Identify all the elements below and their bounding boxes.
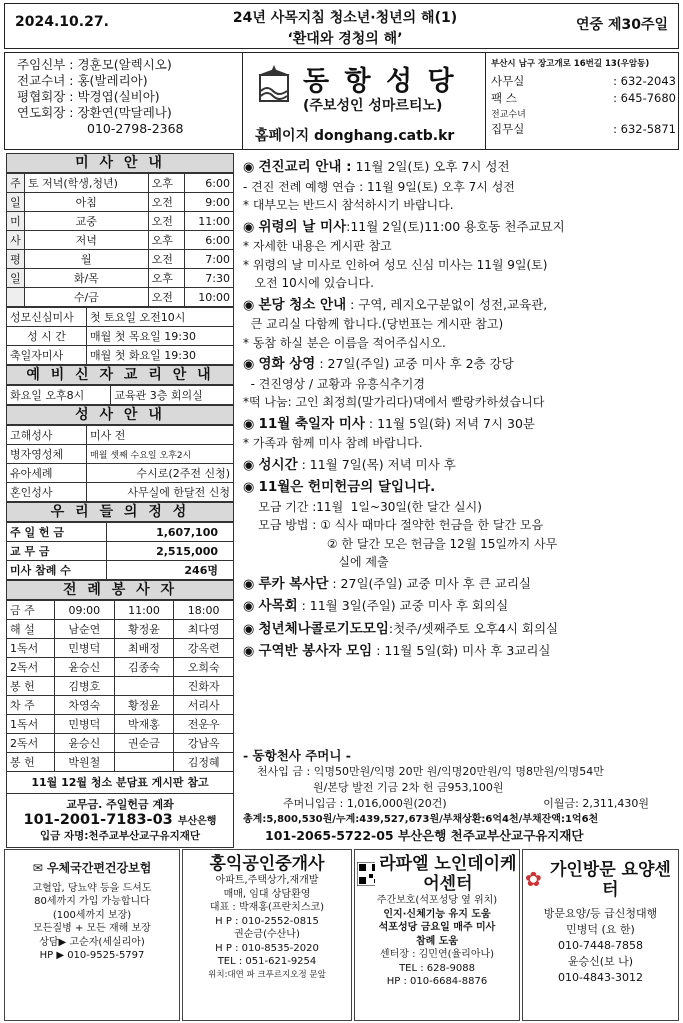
notice-text: : 27일(주일) 교중 미사 후 2층 강당: [315, 356, 514, 371]
sacrament-label: 고해성사: [7, 426, 87, 445]
catechumen-place: 교육관 3층 회의실: [111, 386, 234, 405]
ad-line: 방문요양/등 급신청대행: [543, 907, 658, 920]
donation-title: - 동항천사 주머니 -: [243, 748, 351, 763]
header: [4, 3, 679, 49]
mass-ampm: 오전: [148, 212, 184, 231]
ad-line: 석포성당 금요일 매주 미사: [378, 922, 496, 933]
office-phone: : 632-2043: [613, 74, 676, 88]
table-row: [7, 327, 234, 346]
notice-line: [243, 393, 679, 412]
server-cell: 최배정: [114, 639, 174, 658]
table-row: [7, 542, 234, 561]
notice-text: 11월 2일(토) 오후 7시 성전: [351, 159, 510, 174]
nun-label: 전교수녀: [491, 110, 526, 120]
table-row: [7, 639, 234, 658]
servers-title: 전 례 봉 사 자: [6, 580, 234, 600]
mass-time: 7:00: [184, 250, 233, 269]
catechumen-time: 화요일 오후8시: [7, 386, 111, 405]
bullet-icon: ◉: [243, 576, 259, 592]
mass-time: 11:00: [184, 212, 233, 231]
role: 전교수녀: [17, 73, 66, 88]
catechumen-table: [6, 385, 234, 405]
finance-label: 교 무 금: [7, 542, 107, 561]
server-cell: 황정윤: [114, 696, 174, 715]
notice-text: :11월 2일(토)11:00 용호동 천주교묘지: [346, 218, 565, 234]
notice-title: 11월 축일자 미사: [258, 415, 365, 432]
mass-ampm: 오전: [148, 193, 184, 212]
mass-time: 6:00: [184, 231, 233, 250]
table-row: [7, 601, 234, 620]
donation-bank: 부산은행: [398, 828, 447, 843]
patron-saint: (주보성인 성마르티노): [303, 98, 443, 114]
ad-line: 010-7448-7858: [558, 939, 643, 952]
mass-ampm: 오후: [148, 269, 184, 288]
special-value: 매월 첫 화요일 19:30: [87, 346, 234, 365]
server-cell: 박재홍: [114, 715, 174, 734]
donation-section: [243, 748, 679, 844]
office-label: 사무실: [491, 74, 525, 88]
church-logo-icon: [255, 63, 293, 103]
ad-line: 참례 도움: [415, 935, 459, 947]
notice-text: 실에 제출: [243, 555, 389, 569]
role: 주임신부: [17, 57, 66, 72]
notice-title: 루카 복사단: [258, 575, 329, 592]
sacrament-value: 수시로(2주전 신청): [87, 464, 234, 483]
qr-code-icon: [357, 862, 375, 886]
table-row: [7, 696, 234, 715]
notice-text: * 위령의 날 미사로 인하여 성모 신심 미사는 11월 9일(토): [243, 257, 548, 272]
notice-text: : 11월 5일(화) 저녁 7시 30분: [364, 415, 535, 431]
mass-time: 7:30: [184, 269, 233, 288]
pastor-phone: 010-2798-2368: [87, 121, 184, 136]
ad-title: ✉ 우체국간편건강보험: [32, 861, 152, 875]
church-name-block: [242, 53, 486, 149]
table-row: [7, 346, 234, 365]
notice-line: [243, 575, 679, 595]
liturgical-week: 연중 제30주일: [576, 17, 668, 33]
server-cell: 전운우: [174, 715, 234, 734]
notice-line: [243, 178, 679, 197]
mass-title: 미 사 안 내: [6, 153, 234, 173]
sacrament-value: 매월 셋째 수요일 오후2시: [87, 445, 234, 464]
mass-day: 토 저녁(학생,청년): [25, 174, 149, 193]
donation-holder: 천주교부산교구유지재단: [450, 828, 584, 843]
notice-title: 견진교리 안내 :: [258, 159, 352, 175]
notice-text: - 견진 전례 예행 연습 : 11월 9일(토) 오후 7시 성전: [243, 179, 515, 194]
bullet-icon: ◉: [243, 457, 259, 473]
notice-line: [243, 355, 679, 375]
notice-text: * 대부모는 반드시 참석하시기 바랍니다.: [243, 198, 454, 212]
server-cell: 김종숙: [114, 658, 174, 677]
notice-line: [243, 274, 679, 293]
notice-line: [243, 296, 679, 316]
notice-text: *떡 나눔: 고인 최정희(말가리다)댁에서 빨랑카하셨습니다: [243, 395, 545, 409]
ad-line: H P : 010-2552-0815: [215, 915, 319, 927]
ad-line: TEL : 628-9088: [399, 962, 475, 974]
notice-title: 사목회: [258, 598, 298, 614]
ad-line: 매매, 임대 상담환영: [223, 888, 311, 900]
server-cell: 진화자: [174, 677, 234, 696]
finance-label: 주 일 헌 금: [7, 523, 107, 542]
bullet-icon: ◉: [243, 621, 259, 637]
table-row: [7, 386, 234, 405]
table-row: [7, 445, 234, 464]
notice-line: [243, 237, 679, 256]
role: 평협회장: [17, 89, 66, 104]
server-cell: [114, 677, 174, 696]
donation-account: 101-2065-5722-05: [265, 828, 394, 843]
server-cell: 해 설: [7, 620, 55, 639]
sacrament-value: 사무실에 한달전 신청: [87, 483, 234, 502]
fax-label: 팩 스: [491, 91, 517, 105]
servers-table: [6, 600, 234, 772]
notice-line: [243, 498, 679, 517]
church-info: [4, 52, 679, 150]
table-row: [7, 212, 234, 231]
table-row: [7, 715, 234, 734]
donation-total: 총계:5,800,530원/누계:439,527,673원/부채상환:6억4천/부채잔액:1억6천: [243, 814, 599, 825]
notice-line: [243, 535, 679, 554]
server-cell: 강옥련: [174, 639, 234, 658]
ad-line: 센터장 : 김민연(율리아나): [379, 949, 495, 960]
special-value: 첫 토요일 오전10시: [87, 308, 234, 327]
server-cell: 김정혜: [174, 753, 234, 772]
server-cell: 봉 헌: [7, 677, 55, 696]
table-row: [7, 677, 234, 696]
mass-day: 저녁: [25, 231, 149, 250]
ad-title: 라파엘 노인데이케어센터: [379, 854, 517, 894]
table-row: [7, 561, 234, 580]
special-label: 성모신심미사: [7, 308, 87, 327]
cleaning-note: 11월 12월 청소 분담표 게시판 참고: [6, 772, 234, 794]
table-row: [7, 426, 234, 445]
notice-text: : 27일(주일) 교중 미사 후 큰 교리실: [328, 575, 531, 591]
sacrament-label: 유아세례: [7, 464, 87, 483]
server-cell: 민병덕: [55, 715, 115, 734]
ad-title: 홍익공인중개사: [209, 854, 325, 874]
table-row: [7, 658, 234, 677]
account-box: [6, 794, 234, 848]
ad-line: 010-4843-3012: [558, 971, 643, 984]
notice-line: [243, 334, 679, 353]
table-row: [7, 250, 234, 269]
table-row: [7, 193, 234, 212]
table-row: [7, 734, 234, 753]
ad-title: 가인방문 요양센터: [549, 860, 671, 900]
ad-line: 상담▶ 고순자(세실리아): [39, 936, 145, 948]
table-row: [7, 464, 234, 483]
post-office-icon: ✉: [32, 861, 43, 875]
nun-office-label: 집무실: [491, 122, 525, 136]
server-cell: 박원철: [55, 753, 115, 772]
notice-line: [243, 478, 679, 498]
notice-title: 11월은 헌미헌금의 달입니다.: [258, 479, 436, 495]
notice-text: : 11월 3일(주일) 교중 미사 후 회의실: [297, 598, 509, 613]
mass-day: 수/금: [25, 288, 149, 307]
account-label: 교무금. 주일헌금 계좌: [66, 798, 174, 811]
table-row: [7, 753, 234, 772]
ad-daycare: [354, 849, 520, 1021]
notice-title: 위령의 날 미사: [258, 218, 347, 235]
server-cell: 남순연: [55, 620, 115, 639]
notice-title: 청년체나콜로기도모임: [258, 620, 389, 637]
sacrament-label: 혼인성사: [7, 483, 87, 502]
sacrament-title: 성 사 안 내: [6, 405, 234, 425]
notice-line: [243, 315, 679, 334]
side-label: 일: [7, 269, 25, 288]
server-cell: 차영숙: [55, 696, 115, 715]
notice-line: [243, 516, 679, 535]
account-bank: 부산은행: [177, 816, 217, 827]
notice-text: : 11월 7일(목) 저녁 미사 후: [297, 456, 456, 472]
server-cell: 오희숙: [174, 658, 234, 677]
ad-line: 인지·신체기능 유지 도움: [383, 908, 491, 920]
person: : 박경엽(실비아): [69, 89, 160, 104]
church-name: 동 항 성 당: [303, 66, 457, 97]
notice-title: 본당 청소 안내: [258, 296, 347, 313]
sacrament-label: 병자영성체: [7, 445, 87, 464]
notice-title: 영화 상영: [258, 356, 316, 372]
ad-homecare: [522, 849, 679, 1021]
bullet-icon: ◉: [243, 480, 259, 495]
ad-line: TEL : 051-621-9254: [217, 956, 317, 967]
person: : 장환연(막달레나): [69, 105, 172, 120]
notice-text: 모금 방법 : ① 식사 때마다 절약한 헌금을 한 달간 모음: [243, 518, 544, 532]
homepage: 홈페이지 donghang.catb.kr: [255, 128, 455, 144]
notice-line: [243, 158, 679, 178]
mass-day: 월: [25, 250, 149, 269]
notice-line: [243, 256, 679, 275]
table-row: [7, 308, 234, 327]
theme-line-1: 24년 사목지침 청소년·청년의 해(1): [232, 10, 458, 26]
finance-value: 2,515,000: [107, 542, 234, 561]
mass-ampm: 오후: [148, 231, 184, 250]
ad-line: HP ▶ 010-9525-5797: [39, 950, 145, 961]
bullet-icon: ◉: [243, 599, 259, 614]
table-row: [7, 620, 234, 639]
table-row: [7, 483, 234, 502]
notice-text: : 구역, 레지오구분없이 성전,교육관,: [346, 296, 548, 312]
ad-line: 80세까지 가입 가능합니다: [34, 896, 150, 907]
server-cell: 황정윤: [114, 620, 174, 639]
notice-line: [243, 375, 679, 394]
notice-line: [243, 456, 679, 476]
bullet-icon: ◉: [243, 644, 259, 659]
nun-phone: : 632-5871: [613, 122, 676, 136]
notice-text: * 가족과 함께 미사 참례 바랍니다.: [243, 436, 423, 450]
server-cell: 최다영: [174, 620, 234, 639]
person: : 경훈모(알렉시오): [69, 57, 172, 72]
bullet-icon: ◉: [243, 357, 259, 372]
notice-line: [243, 620, 679, 640]
sacrament-value: 미사 전: [87, 426, 234, 445]
server-cell: 김병호: [55, 677, 115, 696]
side-label: 미: [7, 212, 25, 231]
server-cell: 강남옥: [174, 734, 234, 753]
mass-day: 화/목: [25, 269, 149, 288]
mass-ampm: 오후: [148, 174, 184, 193]
ad-line: 윤승신(보 나): [567, 955, 634, 968]
person: : 홍(발레리아): [69, 73, 148, 88]
finance-value: 246명: [107, 561, 234, 580]
bullet-icon: ◉: [243, 160, 259, 175]
mass-schedule-table: [6, 173, 234, 307]
flower-icon: ✿: [525, 867, 542, 892]
finance-table: [6, 522, 234, 580]
notice-text: 오전 10시에 있습니다.: [243, 276, 374, 290]
finance-label: 미사 참례 수: [7, 561, 107, 580]
mass-ampm: 오전: [148, 250, 184, 269]
special-label: 축일자미사: [7, 346, 87, 365]
notice-title: 성시간: [258, 456, 298, 473]
server-cell: 18:00: [174, 601, 234, 620]
server-cell: 윤승신: [55, 734, 115, 753]
notice-line: [243, 597, 679, 617]
server-cell: 권순금: [114, 734, 174, 753]
side-label: 평: [7, 250, 25, 269]
table-row: [7, 523, 234, 542]
ad-line: 위치:대연 파 크푸르지오정 문앞: [208, 969, 326, 980]
left-column: [6, 153, 234, 848]
server-cell: 봉 헌: [7, 753, 55, 772]
table-row: [7, 269, 234, 288]
server-cell: 차 주: [7, 696, 55, 715]
mass-time: 9:00: [184, 193, 233, 212]
notice-text: :첫주/셋째주토 오후4시 회의실: [388, 620, 559, 636]
mass-day: 아침: [25, 193, 149, 212]
server-cell: 09:00: [55, 601, 115, 620]
server-cell: 1독서: [7, 639, 55, 658]
role: 연도회장: [17, 105, 66, 120]
notice-line: [243, 415, 679, 435]
side-label: 주: [7, 174, 25, 193]
server-cell: 1독서: [7, 715, 55, 734]
notice-line: [243, 218, 679, 238]
notice-line: [243, 642, 679, 662]
mass-day: 교중: [25, 212, 149, 231]
notice-text: * 자세한 내용은 게시판 참고: [243, 239, 392, 253]
donation-carryover: 이월금: 2,311,430원: [543, 797, 649, 810]
table-row: [7, 174, 234, 193]
side-label: 일: [7, 193, 25, 212]
bullet-icon: ◉: [243, 416, 259, 432]
ad-line: (100세까지 보장): [52, 909, 132, 921]
mass-time: 6:00: [184, 174, 233, 193]
bullet-icon: ◉: [243, 297, 259, 313]
mass-time: 10:00: [184, 288, 233, 307]
server-cell: 2독서: [7, 734, 55, 753]
server-cell: 11:00: [114, 601, 174, 620]
ad-insurance: [4, 849, 180, 1021]
notice-text: * 동참 하실 분은 이름을 적어주십시오.: [243, 335, 446, 350]
account-holder: 입금 자명:천주교부산교구유지재단: [40, 830, 200, 842]
catechumen-title: 예 비 신 자 교 리 안 내: [6, 365, 234, 385]
notice-text: - 견진영상 / 교황과 유흥식추기경: [243, 376, 425, 391]
notice-text: : 11월 5일(화) 미사 후 3교리실: [372, 643, 551, 658]
mass-ampm: 오전: [148, 288, 184, 307]
finance-value: 1,607,100: [107, 523, 234, 542]
ad-line: 주간보호(석포성당 옆 위치): [376, 895, 498, 906]
server-cell: [114, 753, 174, 772]
ad-line: 대표 : 박재홍(프란치스코): [209, 902, 325, 913]
server-cell: 민병덕: [55, 639, 115, 658]
notice-line: [243, 196, 679, 215]
server-cell: 2독서: [7, 658, 55, 677]
special-mass-table: [6, 307, 234, 365]
theme-line-2: ‘환대와 경청의 해’: [287, 31, 403, 47]
notices-column: [243, 155, 679, 662]
notice-text: ② 한 달간 모은 헌금을 12월 15일까지 사무: [243, 536, 558, 551]
account-number: 101-2001-7183-03: [23, 812, 173, 828]
bulletin-date: 2024.10.27.: [15, 14, 109, 30]
finance-title: 우 리 들 의 정 성: [6, 502, 234, 522]
fax-number: : 645-7680: [613, 91, 676, 105]
server-cell: 윤승신: [55, 658, 115, 677]
notice-text: 큰 교리실 다함께 합니다.(당번표는 게시판 참고): [243, 317, 504, 331]
notice-line: [243, 553, 679, 572]
special-label: 성 시 간: [7, 327, 87, 346]
table-row: [7, 288, 234, 307]
server-cell: 서리사: [174, 696, 234, 715]
ad-line: H P : 010-8535-2020: [215, 942, 319, 954]
special-value: 매월 첫 목요일 19:30: [87, 327, 234, 346]
bullet-icon: ◉: [243, 219, 259, 235]
table-row: [7, 231, 234, 250]
ad-line: 모든질병 + 모든 재해 보장: [33, 923, 151, 934]
notice-text: 모금 기간 :11월 1일~30일(한 달간 실시): [243, 499, 482, 514]
ad-line: 민병덕 (요 한): [566, 923, 635, 936]
sacrament-table: [6, 425, 234, 502]
side-label: 사: [7, 231, 25, 250]
contact-info: [491, 57, 676, 138]
ad-line: 권순금(수산나): [234, 929, 300, 940]
donation-pouch: 주머니입금 : 1,016,000원(20건): [283, 797, 447, 810]
donation-line: 원/본당 발전 기금 2차 헌 금953,100원: [313, 781, 504, 794]
ad-line: 고혈압, 당뇨약 등을 드셔도: [32, 882, 152, 894]
ad-line: 아파트,주택상가,재개발: [215, 875, 319, 886]
ad-realty: [182, 849, 352, 1021]
server-cell: 금 주: [7, 601, 55, 620]
ad-line: HP : 010-6684-8876: [386, 976, 488, 987]
notice-title: 구역반 봉사자 모임: [258, 643, 373, 659]
address: 부산시 남구 장고개로 16번길 13(우암동): [491, 59, 650, 69]
donation-line: 천사입 금 : 익명50만원/익명 20만 원/익명20만원/익 명8만원/익명54만: [257, 765, 604, 778]
pastor-list: [17, 57, 184, 137]
notice-line: [243, 434, 679, 453]
